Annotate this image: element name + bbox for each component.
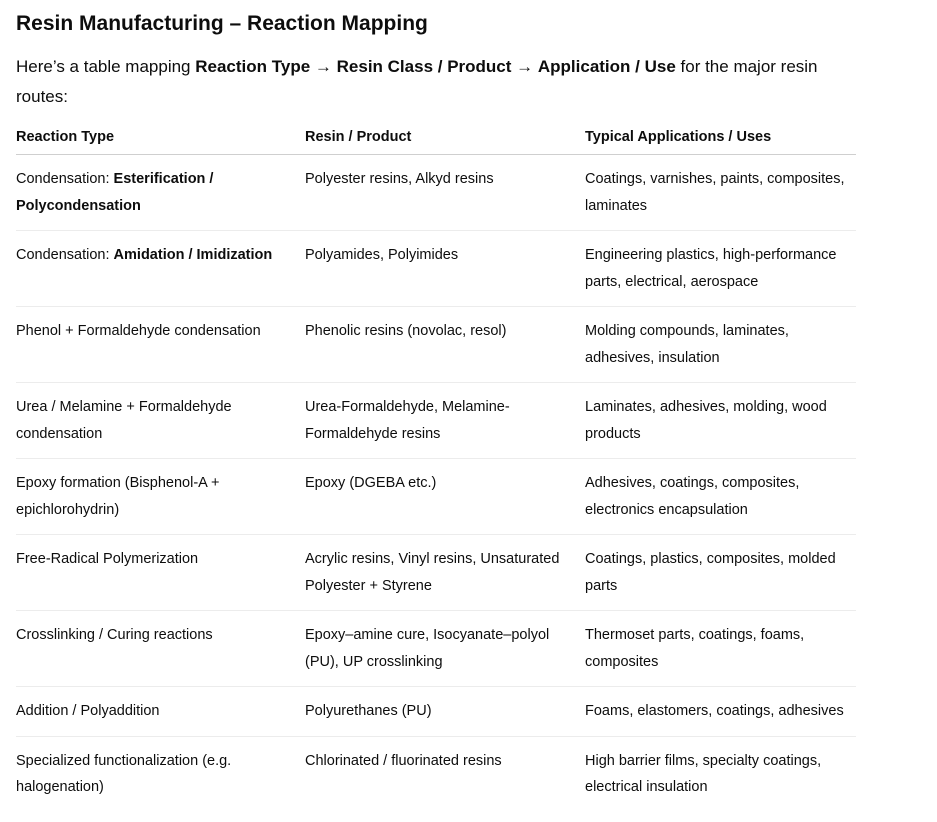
intro-prefix: Here’s a table mapping xyxy=(16,57,196,76)
intro-arrow: → xyxy=(310,57,337,76)
cell-reaction-type xyxy=(16,535,305,611)
cell-resin-product: Polyamides, Polyimides xyxy=(305,231,585,307)
reaction-text-bold: Esterification / Polycondensation xyxy=(16,171,214,214)
cell-resin-product: Acrylic resins, Vinyl resins, Unsaturated Polyester + Styrene xyxy=(305,535,585,611)
table-row xyxy=(16,383,856,459)
table-row xyxy=(16,459,856,535)
cell-reaction-type xyxy=(16,687,305,737)
table-row xyxy=(16,231,856,307)
cell-reaction-type xyxy=(16,736,305,812)
reaction-text: Crosslinking / Curing reactions xyxy=(16,627,213,643)
cell-reaction-type xyxy=(16,383,305,459)
table-row xyxy=(16,687,856,737)
intro-suffix: for the major resin routes: xyxy=(16,57,818,106)
intro-bold-resin-class: Resin Class / Product xyxy=(336,57,512,76)
cell-reaction-type xyxy=(16,231,305,307)
cell-resin-product: Phenolic resins (novolac, resol) xyxy=(305,307,585,383)
cell-applications: Adhesives, coatings, composites, electronics encapsulation xyxy=(585,459,856,535)
cell-reaction-type xyxy=(16,155,305,231)
cell-applications: Coatings, plastics, composites, molded parts xyxy=(585,535,856,611)
reaction-text: Condensation: xyxy=(16,171,114,187)
reaction-text: Free-Radical Polymerization xyxy=(16,551,199,567)
page-title: Resin Manufacturing – Reaction Mapping xyxy=(16,12,428,35)
cell-applications: Molding compounds, laminates, adhesives, insulation xyxy=(585,307,856,383)
table-row xyxy=(16,736,856,812)
intro-bold-application: Application / Use xyxy=(537,57,676,76)
cell-applications: Laminates, adhesives, molding, wood products xyxy=(585,383,856,459)
cell-resin-product: Epoxy–amine cure, Isocyanate–polyol (PU), UP crosslinking xyxy=(305,611,585,687)
reaction-text: Condensation: xyxy=(16,247,114,263)
cell-resin-product: Urea-Formaldehyde, Melamine-Formaldehyde resins xyxy=(305,383,585,459)
reaction-text: Specialized functionalization (e.g. halogenation) xyxy=(16,752,232,795)
cell-resin-product: Polyester resins, Alkyd resins xyxy=(305,155,585,231)
column-header-reaction-type: Reaction Type xyxy=(16,121,305,155)
cell-reaction-type xyxy=(16,611,305,687)
cell-applications: Coatings, varnishes, paints, composites, laminates xyxy=(585,155,856,231)
reaction-text: Addition / Polyaddition xyxy=(16,703,160,719)
table-row xyxy=(16,535,856,611)
column-header-applications: Typical Applications / Uses xyxy=(585,121,856,155)
intro-paragraph xyxy=(16,52,836,112)
table-row xyxy=(16,611,856,687)
cell-reaction-type xyxy=(16,459,305,535)
cell-applications: High barrier films, specialty coatings, electrical insulation xyxy=(585,752,822,795)
intro-bold-reaction-type: Reaction Type xyxy=(195,57,311,76)
cell-applications: Engineering plastics, high-performance parts, electrical, aerospace xyxy=(585,231,856,307)
intro-arrow: → xyxy=(511,57,538,76)
cell-reaction-type xyxy=(16,307,305,383)
cell-resin-product: Polyurethanes (PU) xyxy=(305,687,585,737)
reaction-text-bold: Amidation / Imidization xyxy=(113,247,273,263)
table-row xyxy=(16,155,856,231)
reaction-text: Epoxy formation (Bisphenol-A + epichlorohydrin) xyxy=(16,475,220,518)
reaction-table xyxy=(16,121,856,812)
cell-resin-product: Epoxy (DGEBA etc.) xyxy=(305,459,585,535)
reaction-text: Phenol + Formaldehyde condensation xyxy=(16,323,261,339)
table-header-row xyxy=(16,121,856,155)
cell-applications: Thermoset parts, coatings, foams, composites xyxy=(585,611,856,687)
column-header-resin-product: Resin / Product xyxy=(305,121,585,155)
table-row xyxy=(16,307,856,383)
cell-resin-product: Chlorinated / fluorinated resins xyxy=(305,752,502,769)
reaction-text: Urea / Melamine + Formaldehyde condensation xyxy=(16,399,232,442)
cell-applications: Foams, elastomers, coatings, adhesives xyxy=(585,687,856,737)
